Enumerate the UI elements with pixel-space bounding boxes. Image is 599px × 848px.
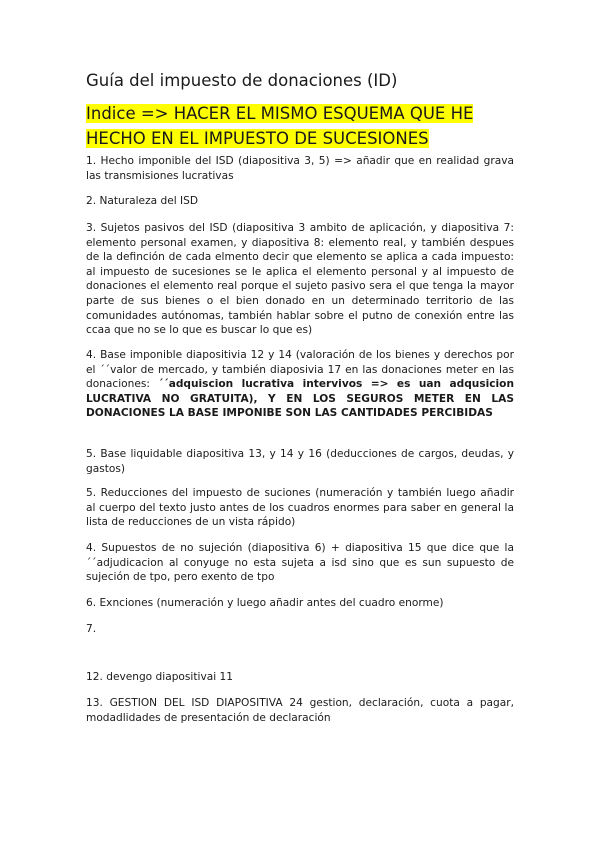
list-item-hecho-imponible: 1. Hecho imponible del ISD (diapositiva 3, 5) => añadir que en realidad grava las transmisiones lucrativas bbox=[86, 155, 514, 182]
list-item-base-imponible-bold: ´´adquiscion lucrativa intervivos => es uan adqusicion LUCRATIVA NO GRATUITA), Y EN LOS SEGUROS METER EN LAS DONACIONES LA BASE IMPONIBE SON LAS CANTIDADES PERCIBIDAS bbox=[86, 378, 514, 420]
index-heading-highlight: Indice => HACER EL MISMO ESQUEMA QUE HE HECHO EN EL IMPUESTO DE SUCESIONES bbox=[86, 104, 474, 148]
list-item-base-imponible bbox=[86, 348, 514, 421]
list-item-gestion: 13. GESTION DEL ISD DIAPOSITIVA 24 gestion, declaración, cuota a pagar, modadlidades de presentación de declaración bbox=[86, 697, 514, 724]
list-item-sujetos-pasivos: 3. Sujetos pasivos del ISD (diapositiva 3 ambito de aplicación, y diapositiva 7: elemento personal examen, y diapositiva 8: elemento real, y también despues de la definción de cada elmento decir que elemento se aplica a cada impuesto: al impuesto de sucesiones se le aplica el elemento personal y al impuesto de donaciones el elemento real porque el sujeto pasivo sera el que tenga la mayor parte de sus bienes o el bien donado en un determinado territorio de las comunidades autónomas, también hablar sobre el putno de conexión entre las ccaa que no se lo que es buscar lo que es) bbox=[86, 222, 514, 337]
document-title: Guía del impuesto de donaciones (ID) bbox=[86, 71, 398, 90]
list-item-naturaleza: 2. Naturaleza del ISD bbox=[86, 195, 199, 207]
list-item-devengo: 12. devengo diapositivai 11 bbox=[86, 671, 234, 683]
list-item-no-sujecion: 4. Supuestos de no sujeción (diapositiva 6) + diapositiva 15 que dice que la ´´adjudicacion al conyuge no esta sujeta a isd sino que es sun supuesto de sujeción de tpo, pero exento de tpo bbox=[86, 542, 514, 584]
list-item-base-liquidable: 5. Base liquidable diapositiva 13, y 14 y 16 (deducciones de cargos, deudas, y gastos) bbox=[86, 448, 514, 475]
list-item-reducciones: 5. Reducciones del impuesto de suciones (numeración y también luego añadir al cuerpo del texto justo antes de los cuadros enormes para saber en general la lista de reducciones de un vista rápido) bbox=[86, 487, 514, 529]
index-heading bbox=[86, 101, 526, 151]
list-item-7: 7. bbox=[86, 623, 97, 635]
list-item-base-imponible-text: 4. Base imponible diapositivia 12 y 14 (valoración de los bienes y derechos por el ´´valor de mercado, y también diaposivia 17 en las donaciones meter en las donaciones: bbox=[86, 349, 514, 391]
list-item-exenciones: 6. Exnciones (numeración y luego añadir antes del cuadro enorme) bbox=[86, 597, 444, 609]
